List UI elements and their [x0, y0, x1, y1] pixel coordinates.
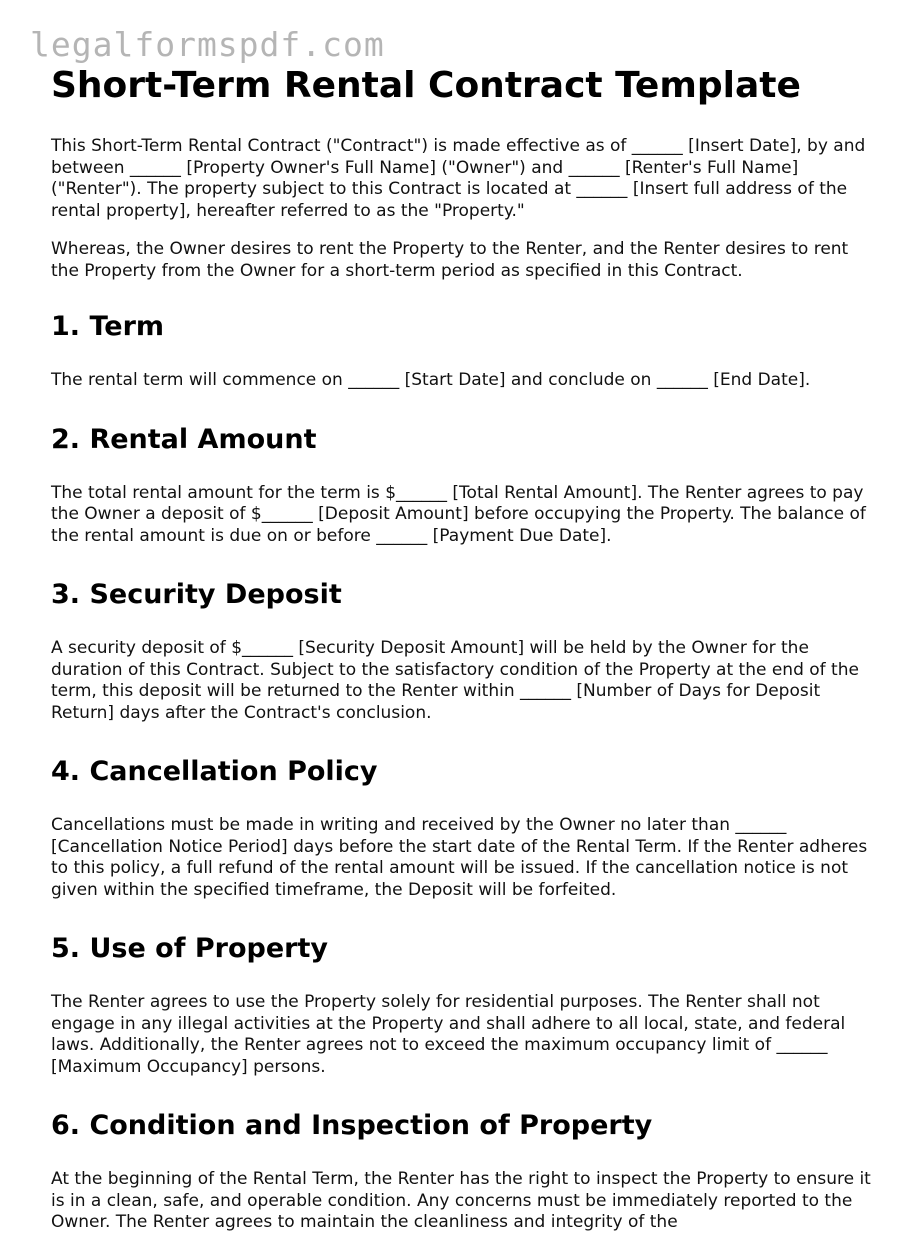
section-heading-condition-inspection: 6. Condition and Inspection of Property: [51, 1110, 653, 1141]
section-body-cancellation-policy: Cancellations must be made in writing and received by the Owner no later than ______ [Cancellation Notice Period] days before the start date of the Rental Term. If the Renter adheres to this policy, a full refund of the rental amount will be issued. If the cancellation notice is not given within the specified timeframe, the Deposit will be forfeited.: [51, 815, 868, 900]
section-heading-term: 1. Term: [51, 311, 165, 342]
contract-document: [51, 62, 881, 1251]
section-heading-cancellation-policy: 4. Cancellation Policy: [51, 756, 378, 787]
section-body-condition-inspection: At the beginning of the Rental Term, the Renter has the right to inspect the Property to ensure it is in a clean, safe, and operable condition. Any concerns must be immediately reported to the Owner. The Renter agrees to maintain the cleanliness and integrity of the: [51, 1169, 871, 1232]
intro-paragraph-parties: This Short-Term Rental Contract ("Contract") is made effective as of ______ [Insert Date], by and between ______ [Property Owner's Full Name] ("Owner") and ______ [Renter's Full Name] ("Renter"). The property subject to this Contract is located at ______ [Insert full address of the rental property], hereafter referred to as the "Property.": [51, 136, 866, 221]
section-body-use-of-property: The Renter agrees to use the Property solely for residential purposes. The Renter shall not engage in any illegal activities at the Property and shall adhere to all local, state, and federal laws. Additionally, the Renter agrees not to exceed the maximum occupancy limit of ______ [Maximum Occupancy] persons.: [51, 992, 846, 1077]
document-title: Short-Term Rental Contract Template: [51, 65, 801, 106]
section-body-term: The rental term will commence on ______ [Start Date] and conclude on ______ [End Date].: [51, 370, 811, 390]
intro-paragraph-whereas: Whereas, the Owner desires to rent the Property to the Renter, and the Renter desires to rent the Property from the Owner for a short-term period as specified in this Contract.: [51, 239, 849, 281]
section-heading-use-of-property: 5. Use of Property: [51, 933, 328, 964]
section-body-security-deposit: A security deposit of $______ [Security Deposit Amount] will be held by the Owner for the duration of this Contract. Subject to the satisfactory condition of the Property at the end of the term, this deposit will be returned to the Renter within ______ [Number of Days for Deposit Return] days after the Contract's conclusion.: [51, 638, 859, 723]
section-heading-security-deposit: 3. Security Deposit: [51, 579, 342, 610]
section-body-rental-amount: The total rental amount for the term is $______ [Total Rental Amount]. The Renter agrees to pay the Owner a deposit of $______ [Deposit Amount] before occupying the Property. The balance of the rental amount is due on or before ______ [Payment Due Date].: [51, 482, 866, 546]
site-watermark: legalformspdf.com: [30, 25, 385, 64]
section-heading-rental-amount: 2. Rental Amount: [51, 423, 317, 455]
